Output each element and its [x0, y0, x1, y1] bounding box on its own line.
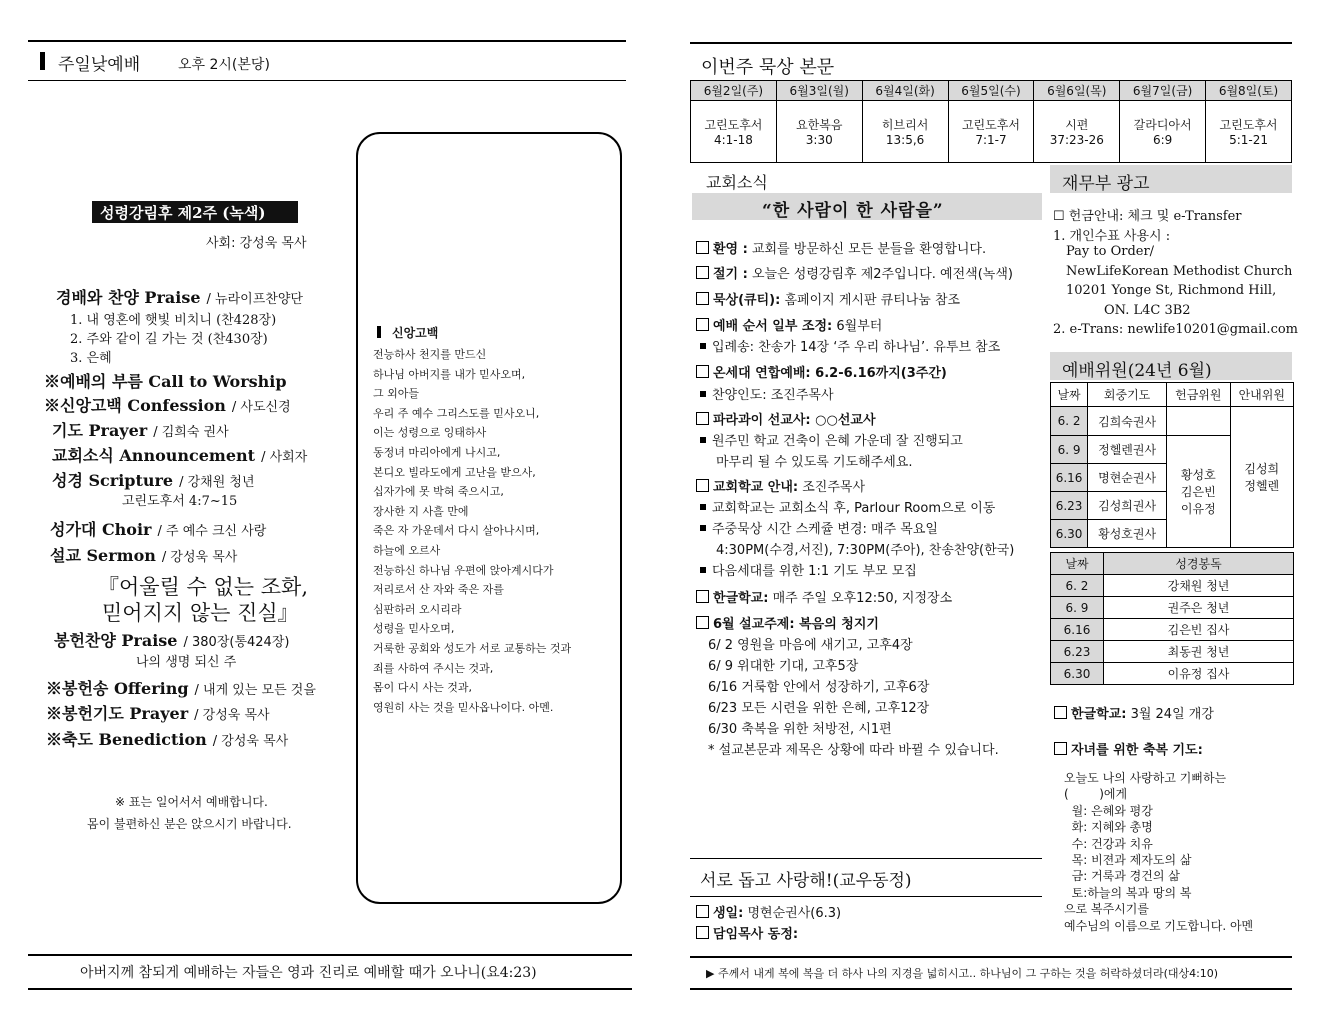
usher-name: 김성희 [1244, 462, 1280, 476]
right-footer-rule-top [690, 956, 1292, 958]
passage-book: 시편 [1065, 118, 1089, 132]
order-label: ※신앙고백 Confession [44, 396, 226, 415]
care-text: 명현순권사(6.3) [743, 906, 842, 921]
news-item-text: 6/ 2 영원을 마음에 새기고, 고후4장 [708, 638, 913, 653]
care-top-rule [690, 858, 1042, 859]
duty-date: 6. 9 [1051, 436, 1088, 464]
news-item-text: 교회를 방문하신 모든 분들을 환영합니다. [747, 242, 987, 257]
blessing-line: ( )에게 [1064, 787, 1128, 802]
news-item [696, 587, 952, 606]
meditation-day: 6월4일(화) [862, 81, 948, 101]
meditation-day: 6월5일(수) [948, 81, 1034, 101]
creed-line: 이는 성령으로 잉태하사 [373, 426, 487, 440]
news-item [696, 362, 947, 381]
offering-name: 황성호 [1180, 468, 1216, 482]
news-item-heading: 묵상(큐티): [713, 293, 781, 308]
news-item [696, 289, 960, 308]
passage-book: 고린도후서 [1219, 118, 1278, 132]
order-detail: / 강채원 청년 [179, 475, 255, 490]
sermon-title-line1: 『어울릴 수 없는 조화, [98, 575, 308, 599]
news-item-text: 6/23 모든 시련을 위한 은혜, 고후12장 [708, 701, 930, 716]
news-item-text: 오늘은 성령강림후 제2주입니다. 예전색(녹색) [747, 267, 1013, 282]
checkbox-icon [696, 292, 709, 305]
news-item [696, 613, 879, 632]
offering-name: 김은빈 [1180, 485, 1216, 499]
table-row [1051, 575, 1294, 597]
news-item [708, 655, 858, 674]
creed-line: 우리 주 예수 그리스도를 믿사오니, [373, 406, 540, 420]
order-item [122, 490, 237, 509]
news-item-text: ○○선교사 [810, 413, 876, 428]
reading-name: 권주은 청년 [1104, 597, 1294, 619]
finance-line: NewLifeKorean Methodist Church [1066, 263, 1293, 279]
news-item [696, 238, 986, 257]
order-label: 성경 Scripture [52, 471, 174, 490]
duty-offering [1167, 436, 1230, 548]
duty-header: 회중기도 [1088, 383, 1167, 407]
order-item [136, 651, 236, 670]
left-footer-rule-top [28, 954, 632, 956]
checkbox-icon [696, 365, 709, 378]
passage-book: 갈라디아서 [1133, 118, 1192, 132]
table-row [1051, 641, 1294, 663]
news-item-heading: 절기 : [713, 267, 748, 282]
news-item-text: 조진주목사 [798, 480, 866, 495]
header-marker [40, 52, 45, 70]
meditation-passage [691, 101, 777, 163]
news-item [698, 336, 1000, 355]
meditation-day: 6월6일(목) [1034, 81, 1120, 101]
order-detail: / 강성욱 목사 [194, 708, 270, 723]
order-label: 교회소식 Announcement [52, 446, 256, 465]
bullet-icon [700, 343, 706, 349]
right-footer-verse: ▶ 주께서 내게 복에 복을 더 하사 나의 지경을 넓히시고.. 하나님이 그 구하는 것을 허락하셨더라(대상4:10) [706, 967, 1219, 980]
order-item [46, 701, 270, 724]
blessing-line: 예수님의 이름으로 기도합니다. 아멘 [1064, 918, 1254, 933]
news-item-heading: 교회학교 안내: [713, 480, 799, 495]
news-item-text: 6.2-6.16까지(3주간) [810, 366, 947, 381]
duty-prayer: 김희숙권사 [1088, 407, 1167, 436]
meditation-passage [1206, 101, 1292, 163]
order-item [44, 369, 287, 392]
creed-line: 전능하사 천지를 만드신 [373, 348, 487, 361]
reading-date: 6. 9 [1051, 597, 1104, 619]
news-item-text: 4:30PM(수경,서진), 7:30PM(주아), 찬송찬양(한국) [716, 543, 1015, 558]
order-label: 경배와 찬양 Praise [56, 288, 201, 307]
finance-line: ☐ 헌금안내: 체크 및 e-Transfer [1053, 209, 1242, 224]
care-heading: 담임목사 동정: [713, 927, 799, 942]
finance-title: 재무부 광고 [1062, 174, 1150, 194]
news-item-heading: 파라과이 선교사: [713, 413, 811, 428]
bullet-icon [700, 567, 706, 573]
order-item [46, 727, 288, 750]
table-row [1051, 619, 1294, 641]
service-time: 오후 2시(본당) [178, 57, 270, 73]
news-item-text: 원주민 학교 건축이 은혜 가운데 잘 진행되고 [712, 434, 963, 449]
creed-title: 신앙고백 [392, 326, 439, 340]
passage-book: 히브리서 [881, 118, 929, 132]
duty-date: 6. 2 [1051, 407, 1088, 436]
order-detail: / 강성욱 목사 [161, 550, 238, 565]
checkbox-icon [696, 590, 709, 603]
checkbox-icon [696, 479, 709, 492]
news-item-heading: 6월 설교주제: 복음의 청지기 [713, 617, 879, 632]
checkbox-icon [696, 266, 709, 279]
news-item [696, 315, 882, 334]
finance-line: ON. L4C 3B2 [1104, 302, 1191, 318]
news-item [698, 497, 995, 516]
meditation-passage [862, 101, 948, 163]
passage-verse: 4:1-18 [713, 133, 753, 147]
order-item [52, 443, 307, 466]
table-row [1051, 597, 1294, 619]
standing-note: ※ 표는 일어서서 예배합니다. [115, 795, 268, 809]
news-item [696, 409, 876, 428]
creed-line: 본디오 빌라도에게 고난을 받으사, [373, 465, 536, 479]
passage-book: 고린도후서 [961, 118, 1020, 132]
reading-table [1050, 552, 1294, 685]
order-label: 나의 생명 되신 주 [136, 655, 237, 670]
bullet-icon [700, 504, 706, 510]
duty-table [1050, 382, 1294, 548]
duty-date: 6.30 [1051, 520, 1088, 548]
left-footer-rule-bottom [28, 988, 632, 990]
duty-offering-empty [1167, 407, 1230, 436]
order-detail: / 강성욱 목사 [212, 734, 289, 749]
reading-name: 강채원 청년 [1104, 575, 1294, 597]
news-item-text: 매주 주일 오후12:50, 지정장소 [768, 591, 953, 606]
news-item-text: 6/30 축복을 위한 처방전, 시1편 [708, 722, 892, 737]
passage-book: 고린도후서 [704, 118, 763, 132]
duty-date: 6.23 [1051, 492, 1088, 520]
creed-line: 죄를 사하여 주시는 것과, [373, 661, 494, 675]
news-item-text: 6월부터 [832, 319, 883, 334]
left-header-rule [28, 80, 626, 81]
blessing-line: 화: 지혜와 총명 [1064, 820, 1153, 835]
occasion-text: 성령강림후 제2주 (녹색) [100, 204, 266, 222]
creed-line: 그 외아들 [373, 387, 420, 401]
checkbox-icon [696, 318, 709, 331]
meditation-day: 6월8일(토) [1206, 81, 1292, 101]
passage-book: 요한복음 [796, 118, 843, 132]
news-title: 교회소식 [706, 173, 768, 192]
passage-verse: 3:30 [805, 133, 833, 147]
order-label: ※봉헌송 Offering [46, 679, 189, 698]
checkbox-icon [696, 616, 709, 629]
order-item [70, 328, 268, 347]
offering-name: 이유정 [1180, 502, 1216, 516]
reading-name: 최동권 청년 [1104, 641, 1294, 663]
news-item-text: 찬양인도: 조진주목사 [712, 388, 834, 403]
order-item [54, 628, 289, 651]
order-item [70, 347, 112, 366]
bullet-icon [700, 525, 706, 531]
news-item-text: 6/16 거룩함 안에서 성장하기, 고후6장 [708, 680, 930, 695]
news-item-text: 교회학교는 교회소식 후, Parlour Room으로 이동 [712, 501, 996, 516]
right-top-rule [690, 42, 1292, 44]
blessing-line: 월: 은혜와 평강 [1064, 803, 1153, 818]
order-label: 성가대 Choir [50, 520, 152, 539]
blessing-line: 으로 복주시기를 [1064, 902, 1149, 917]
blessing-line: 금: 거룩과 경건의 삶 [1064, 869, 1180, 884]
duty-prayer: 정헬렌권사 [1088, 436, 1167, 464]
news-item [698, 384, 834, 403]
news-item-heading: 예배 순서 일부 조정: [713, 319, 833, 334]
bullet-icon [700, 391, 706, 397]
creed-line: 장사한 지 사흘 만에 [373, 504, 469, 518]
order-detail: / 사도신경 [231, 400, 291, 415]
news-item-text: 다음세대를 위한 1:1 기도 부모 모집 [712, 564, 917, 579]
creed-line: 영원히 사는 것을 믿사옵나이다. 아멘. [373, 700, 554, 714]
duty-date: 6.16 [1051, 464, 1088, 492]
meditation-day: 6월2일(주) [691, 81, 777, 101]
creed-line: 전능하신 하나님 우편에 앉아계시다가 [373, 563, 554, 577]
checkbox-icon [1054, 706, 1067, 719]
passage-verse: 6:9 [1152, 133, 1173, 147]
order-detail: / 사회자 [261, 450, 308, 465]
finance-line: 1. 개인수표 사용시 : [1053, 228, 1171, 244]
reading-header: 날짜 [1051, 553, 1104, 575]
news-item-heading: 환영 : [713, 242, 748, 257]
creed-line: 동정녀 마리아에게 나시고, [373, 446, 501, 459]
duty-title: 예배위원(24년 6월) [1062, 361, 1212, 381]
order-label: 고린도후서 4:7~15 [122, 494, 238, 509]
duty-prayer: 황성호권사 [1088, 520, 1167, 548]
creed-line: 죽은 자 가운데서 다시 살아나시며, [373, 524, 540, 538]
reading-date: 6.23 [1051, 641, 1104, 663]
order-detail: / 김희숙 권사 [153, 425, 229, 440]
passage-verse: 13:5,6 [885, 133, 925, 147]
meditation-passage [948, 101, 1034, 163]
seating-note: 몸이 불편하신 분은 앉으시기 바랍니다. [87, 817, 292, 831]
creed-line: 심판하러 오시리라 [373, 602, 462, 616]
order-detail: / 주 예수 크신 사랑 [157, 524, 267, 539]
reading-date: 6. 2 [1051, 575, 1104, 597]
order-label: 설교 Sermon [50, 546, 156, 565]
news-item-text: 홈페이지 게시판 큐티나눔 참조 [780, 293, 961, 308]
care-heading: 생일: [713, 906, 744, 921]
news-item [698, 518, 938, 537]
right-footer-rule-bottom [690, 988, 1292, 990]
news-item [696, 263, 1013, 282]
creed-line: 하늘에 오르사 [373, 544, 441, 557]
creed-line: 성령을 믿사오며, [373, 622, 455, 636]
duty-header: 날짜 [1051, 383, 1088, 407]
creed-line: 거룩한 공회와 성도가 서로 교통하는 것과 [373, 642, 572, 655]
meditation-title: 이번주 묵상 본문 [701, 57, 835, 78]
news-item-text: * 설교본문과 제목은 상황에 따라 바뀔 수 있습니다. [708, 743, 999, 758]
checkbox-icon [696, 905, 709, 918]
creed-marker [377, 326, 381, 338]
reading-header: 성경봉독 [1104, 553, 1294, 575]
reading-name: 이유정 집사 [1104, 663, 1294, 685]
table-row [1051, 407, 1294, 436]
order-item [56, 285, 303, 308]
finance-line: 2. e-Trans: newlife10201@gmail.com [1053, 322, 1299, 337]
order-label: ※예배의 부름 Call to Worship [44, 372, 287, 391]
creed-line: 십자가에 못 박혀 죽으시고, [373, 485, 504, 499]
order-item [50, 543, 237, 566]
meditation-passage [776, 101, 862, 163]
news-item-text: 입례송: 찬송가 14장 ‘주 우리 하나님’. 유투브 참조 [712, 340, 1001, 355]
duty-prayer: 명현순권사 [1088, 464, 1167, 492]
creed-line: 저리로서 산 자와 죽은 자를 [373, 583, 504, 597]
finance-line: Pay to Order/ [1066, 244, 1155, 259]
meditation-passage [1034, 101, 1120, 163]
creed-line: 몸이 다시 사는 것과, [373, 681, 472, 695]
service-title: 주일낮예배 [58, 55, 141, 75]
checkbox-icon [1054, 742, 1067, 755]
duty-prayer: 김성희권사 [1088, 492, 1167, 520]
blessing-line: 목: 비젼과 제자도의 삶 [1064, 853, 1192, 867]
reading-date: 6.16 [1051, 619, 1104, 641]
order-label: 봉헌찬양 Praise [54, 631, 178, 650]
checkbox-icon [696, 412, 709, 425]
news-item [698, 430, 963, 449]
duty-header: 헌금위원 [1167, 383, 1230, 407]
order-item [70, 309, 276, 328]
presider: 사회: 강성욱 목사 [206, 236, 307, 251]
news-item-text: 주중묵상 시간 스케쥴 변경: 매주 목요일 [712, 522, 938, 537]
order-item [52, 418, 229, 441]
meditation-day: 6월7일(금) [1120, 81, 1206, 101]
left-top-rule [28, 40, 626, 42]
korean-school-notice: 한글학교: 3월 24일 개강 [1054, 703, 1214, 722]
news-item [708, 718, 892, 737]
order-item [50, 517, 266, 540]
news-item-text: 마무리 될 수 있도록 기도해주세요. [716, 455, 913, 470]
order-label: ※축도 Benediction [46, 730, 207, 749]
passage-verse: 7:1-7 [975, 133, 1007, 147]
news-item [708, 634, 913, 653]
news-item [716, 539, 1014, 558]
checkbox-icon [696, 926, 709, 939]
order-label: 2. 주와 같이 길 가는 것 (찬430장) [70, 332, 268, 347]
news-item-text: 6/ 9 위대한 기대, 고후5장 [708, 659, 859, 674]
order-detail: / 380장(통424장) [183, 635, 290, 650]
blessing-line: 토:하늘의 복과 땅의 복 [1064, 885, 1192, 900]
news-item [696, 476, 865, 495]
news-item [708, 739, 999, 758]
order-detail: / 내게 있는 모든 것을 [194, 683, 316, 698]
order-item [44, 393, 291, 416]
care-item [696, 923, 798, 942]
news-item-heading: 온세대 연합예배: [713, 366, 811, 381]
meditation-passage [1120, 101, 1206, 163]
care-item [696, 902, 841, 921]
duty-header: 안내위원 [1230, 383, 1293, 407]
passage-verse: 37:23-26 [1049, 133, 1104, 147]
order-detail: / 뉴라이프찬양단 [206, 292, 303, 307]
news-item [708, 676, 929, 695]
left-footer-verse: 아버지께 참되게 예배하는 자들은 영과 진리로 예배할 때가 오나니(요4:23) [80, 965, 537, 981]
table-row [1051, 663, 1294, 685]
creed-line: 하나님 아버지를 내가 믿사오며, [373, 367, 526, 381]
order-item [46, 676, 316, 699]
checkbox-icon [696, 241, 709, 254]
news-banner-text: “한 사람이 한 사람을” [762, 201, 944, 221]
news-item-heading: 한글학교: [713, 591, 769, 606]
bullet-icon [700, 437, 706, 443]
reading-name: 김은빈 집사 [1104, 619, 1294, 641]
news-item [698, 560, 917, 579]
finance-line: 10201 Yonge St, Richmond Hill, [1066, 283, 1277, 298]
passage-verse: 5:1-21 [1229, 133, 1268, 147]
news-item [716, 451, 912, 470]
meditation-table [690, 80, 1292, 163]
order-label: 1. 내 영혼에 햇빛 비치니 (찬428장) [70, 313, 277, 328]
order-label: 기도 Prayer [52, 421, 148, 440]
usher-name: 정헬렌 [1244, 479, 1280, 493]
blessing-title: 자녀를 위한 축복 기도: [1054, 739, 1203, 758]
meditation-day: 6월3일(월) [776, 81, 862, 101]
care-rule [690, 896, 1042, 897]
blessing-line: 오늘도 나의 사랑하고 기뻐하는 [1064, 771, 1227, 785]
reading-date: 6.30 [1051, 663, 1104, 685]
sermon-title-line2: 믿어지지 않는 진실』 [102, 601, 299, 625]
news-item [708, 697, 929, 716]
order-item [52, 468, 255, 491]
order-label: ※봉헌기도 Prayer [46, 704, 189, 723]
order-label: 3. 은혜 [70, 351, 112, 366]
care-title: 서로 돕고 사랑해!(교우동정) [700, 871, 912, 891]
duty-usher [1230, 407, 1293, 548]
blessing-line: 수: 건강과 치유 [1064, 836, 1153, 851]
